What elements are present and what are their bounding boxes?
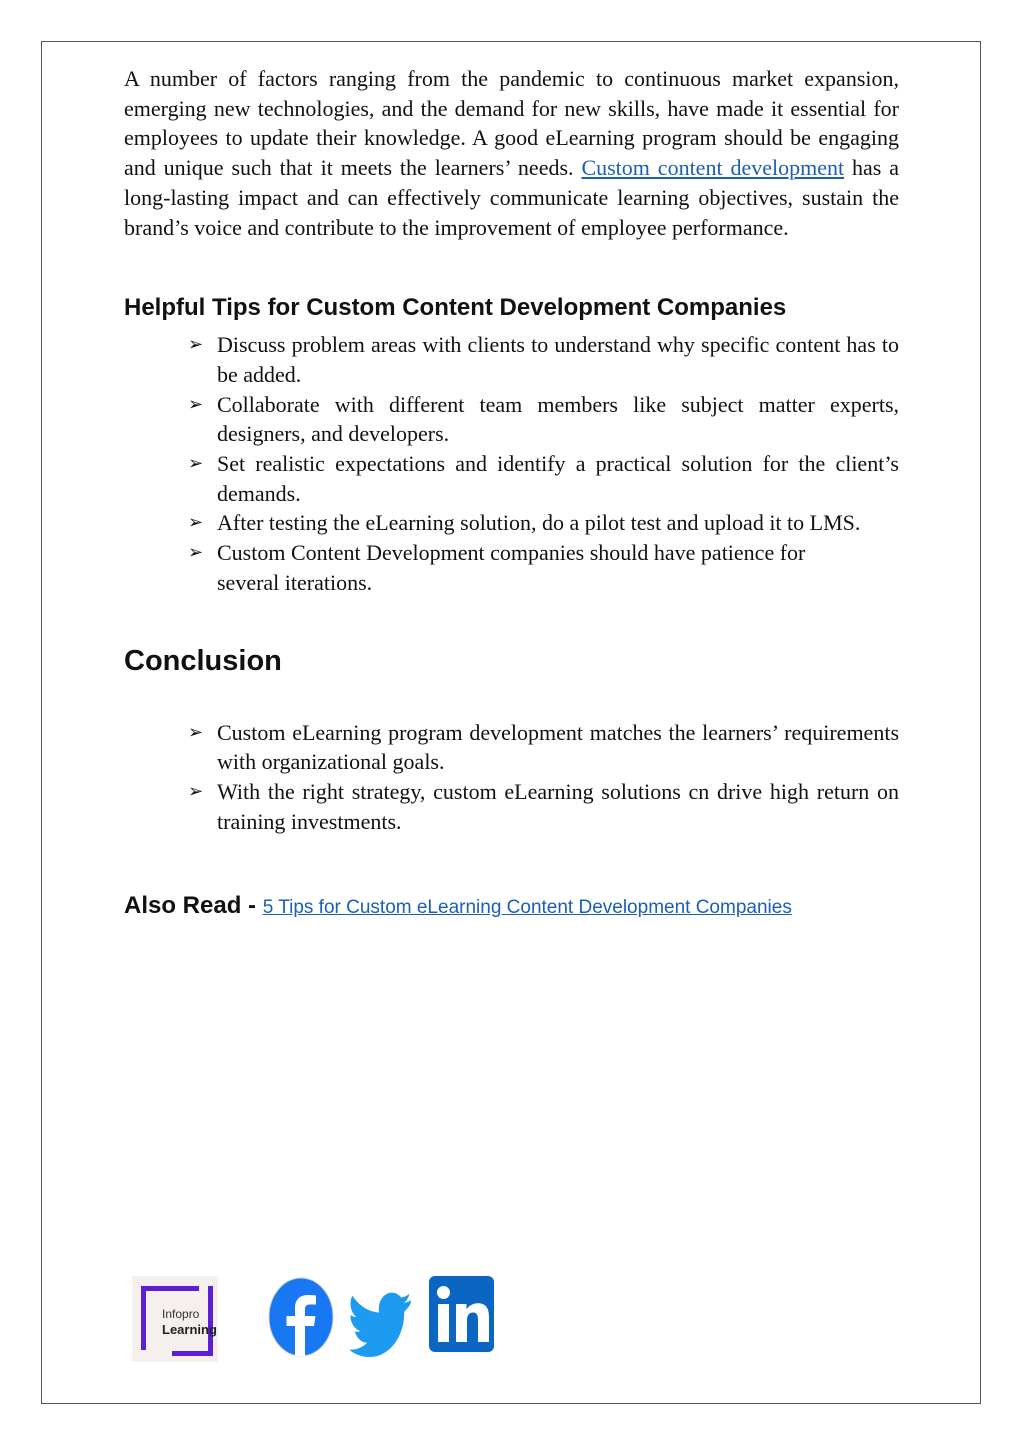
list-item: [188, 330, 899, 389]
twitter-icon[interactable]: [347, 1276, 413, 1360]
conclusion-heading: Conclusion: [124, 644, 282, 677]
custom-content-development-link[interactable]: Custom content development: [581, 155, 845, 181]
document-body: [124, 64, 899, 923]
list-item-text: Set realistic expectations and identify a practical solution for the client’s demands.: [217, 451, 899, 506]
logo-frame-right: [172, 1286, 213, 1356]
arrow-bullet-icon: ➢: [188, 453, 204, 475]
logo-text-bottom: Learning: [162, 1322, 217, 1337]
logo-text-top: Infopro: [162, 1307, 200, 1321]
list-item-text: Custom Content Development companies should have patience for several iterations.: [217, 540, 806, 595]
list-item-text: Custom eLearning program development matches the learners’ requirements with organizational goals.: [217, 719, 899, 775]
list-item-text: After testing the eLearning solution, do a pilot test and upload it to LMS.: [217, 510, 861, 536]
arrow-bullet-icon: ➢: [188, 334, 204, 356]
list-item-text: Discuss problem areas with clients to understand why specific content has to be added.: [217, 332, 899, 387]
list-item: [188, 777, 899, 836]
list-item: [188, 449, 899, 508]
intro-text-end: has a long-lasting impact and can effectively communicate learning objectives, sustain the brand’s voice and contribute to the improvement of employee performance.: [124, 155, 899, 240]
linkedin-icon[interactable]: [429, 1276, 495, 1354]
tips-list: [188, 330, 899, 597]
list-item-text: With the right strategy, custom eLearning solutions cn drive high return on training investments.: [217, 778, 899, 834]
intro-paragraph: [124, 64, 899, 242]
list-item: [188, 390, 899, 449]
arrow-bullet-icon: ➢: [188, 393, 204, 415]
list-item-text: Collaborate with different team members like subject matter experts, designers, and developers.: [217, 391, 899, 447]
list-item: [188, 538, 899, 597]
intro-text-start: A number of factors ranging from the pandemic to continuous market expansion, emerging new technologies, and the demand for new skills, have made it essential for employees to update their knowledge. A good eLearning program should be engaging and unique such that it meets the learners’ needs.: [124, 66, 899, 181]
list-item: [188, 718, 899, 777]
arrow-bullet-icon: ➢: [188, 780, 204, 802]
arrow-bullet-icon: ➢: [188, 512, 204, 534]
arrow-bullet-icon: ➢: [188, 542, 204, 564]
arrow-bullet-icon: ➢: [188, 721, 204, 743]
also-read: [124, 891, 899, 923]
conclusion-list: [188, 718, 899, 837]
also-read-link[interactable]: 5 Tips for Custom eLearning Content Development Companies: [262, 897, 792, 919]
also-read-label: Also Read -: [124, 892, 263, 920]
list-item: [188, 508, 899, 538]
tips-heading: Helpful Tips for Custom Content Development Companies: [124, 294, 787, 322]
infopro-learning-logo[interactable]: [132, 1276, 218, 1362]
facebook-icon[interactable]: [268, 1276, 334, 1358]
